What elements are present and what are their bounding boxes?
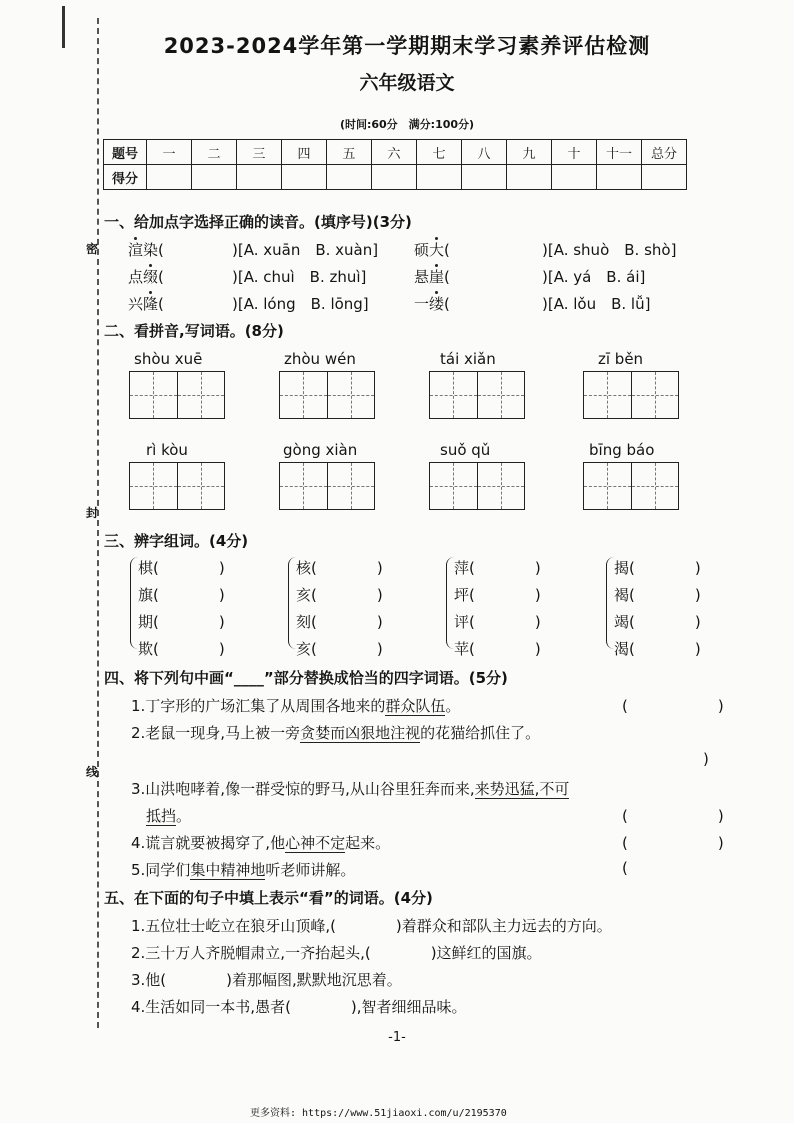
pronunciation-options: )[A. lóng B. lōng]: [232, 295, 369, 313]
sentence-item: 1.丁字形的广场汇集了从周围各地来的群众队伍。: [131, 697, 461, 715]
score-entry-cell[interactable]: [147, 165, 192, 190]
word-pair-item: 期( ): [138, 613, 225, 631]
section-1-title: 一、给加点字选择正确的读音。(填序号)(3分): [104, 213, 412, 231]
fill-sentence[interactable]: 3.他( )着那幅图,默默地沉思着。: [131, 971, 402, 989]
score-table-score-row: [104, 165, 687, 190]
dotted-char: 缕: [429, 295, 445, 313]
answer-paren[interactable]: ( ): [622, 834, 724, 852]
underlined-phrase: 群众队伍: [385, 697, 446, 715]
section-2-title: 二、看拼音,写词语。(8分): [104, 322, 284, 340]
pronunciation-item: 渲染(: [128, 241, 164, 259]
side-char-feng: 封: [86, 506, 99, 520]
score-cell: 八: [462, 140, 507, 165]
underlined-phrase: 来势迅猛,不可: [474, 780, 570, 798]
writing-grid[interactable]: [429, 371, 525, 419]
score-entry-cell[interactable]: [552, 165, 597, 190]
pronunciation-options: )[A. xuān B. xuàn]: [232, 241, 379, 259]
pinyin-label: rì kòu: [146, 441, 188, 459]
side-char-xian: 线: [86, 765, 99, 779]
word-pair-item: 坪( ): [454, 586, 541, 604]
pinyin-label: bīng báo: [589, 441, 655, 459]
pinyin-label: gòng xiàn: [283, 441, 358, 459]
section-5-title: 五、在下面的句子中填上表示“看”的词语。(4分): [104, 889, 433, 907]
score-entry-cell[interactable]: [372, 165, 417, 190]
writing-grid[interactable]: [129, 462, 225, 510]
pinyin-label: suǒ qǔ: [440, 441, 491, 459]
sentence-item: 5.同学们集中精神地听老师讲解。: [131, 861, 356, 879]
score-entry-cell[interactable]: [417, 165, 462, 190]
underlined-phrase: 集中精神地: [190, 861, 266, 879]
page-title: 2023-2024学年第一学期期末学习素养评估检测: [163, 34, 651, 58]
writing-grid[interactable]: [129, 371, 225, 419]
word-pair-item: 欺( ): [138, 640, 225, 658]
fill-sentence[interactable]: 4.生活如同一本书,愚者( ),智者细细品味。: [131, 998, 467, 1016]
pronunciation-options: )[A. lǒu B. lǚ]: [542, 295, 651, 313]
score-entry-cell[interactable]: [237, 165, 282, 190]
exam-meta: (时间:60分 满分:100分): [339, 118, 475, 131]
pinyin-label: shòu xuē: [134, 350, 203, 368]
watermark-link[interactable]: 更多资料: https://www.51jiaoxi.com/u/2195370: [250, 1108, 507, 1119]
section-3-title: 三、辨字组词。(4分): [104, 532, 249, 550]
word-pair-item: 褐( ): [614, 586, 701, 604]
writing-grid[interactable]: [583, 462, 679, 510]
word-pair-item: 刻( ): [296, 613, 383, 631]
score-cell: 七: [417, 140, 462, 165]
score-entry-cell[interactable]: [642, 165, 687, 190]
score-cell: 四: [282, 140, 327, 165]
writing-grid[interactable]: [583, 371, 679, 419]
section-4-title: 四、将下列句中画“____”部分替换成恰当的四字词语。(5分): [104, 669, 508, 687]
dotted-char: 渲: [128, 241, 144, 259]
score-entry-cell[interactable]: [597, 165, 642, 190]
score-entry-cell[interactable]: [327, 165, 372, 190]
pronunciation-options: )[A. chuì B. zhuì]: [232, 268, 367, 286]
score-cell: 总分: [642, 140, 687, 165]
score-cell: 五: [327, 140, 372, 165]
word-pair-item: 棋( ): [138, 559, 225, 577]
score-cell: 一: [147, 140, 192, 165]
word-pair-item: 核( ): [296, 559, 383, 577]
dotted-char: 崖: [429, 268, 445, 286]
score-table-header-row: [104, 140, 687, 165]
sentence-item: 4.谎言就要被揭穿了,他心神不定起来。: [131, 834, 391, 852]
sentence-item-continued: 抵挡。: [146, 807, 192, 825]
fill-sentence[interactable]: 2.三十万人齐脱帽肃立,一齐抬起头,( )这鲜红的国旗。: [131, 944, 542, 962]
pinyin-label: zhòu wén: [284, 350, 356, 368]
word-pair-item: 竭( ): [614, 613, 701, 631]
score-label-cell: 得分: [104, 165, 147, 190]
sentence-item: 3.山洪咆哮着,像一群受惊的野马,从山谷里狂奔而来,来势迅猛,不可: [131, 780, 570, 798]
pronunciation-item: 硕大(: [414, 241, 450, 259]
score-entry-cell[interactable]: [282, 165, 327, 190]
score-entry-cell[interactable]: [507, 165, 552, 190]
word-pair-item: 亥( ): [296, 640, 383, 658]
pronunciation-options: )[A. shuò B. shò]: [542, 241, 677, 259]
pinyin-label: zī běn: [598, 350, 644, 368]
page-number: -1-: [388, 1030, 406, 1045]
word-pair-item: 旗( ): [138, 586, 225, 604]
writing-grid[interactable]: [279, 371, 375, 419]
page-subtitle: 六年级语文: [359, 72, 455, 94]
word-pair-item: 亥( ): [296, 586, 383, 604]
pronunciation-item: 悬崖(: [414, 268, 450, 286]
dotted-char: 大: [429, 241, 445, 259]
underlined-phrase: 心神不定: [285, 834, 346, 852]
word-pair-item: 苹( ): [454, 640, 541, 658]
binding-mark: [62, 6, 65, 48]
binding-line: [97, 18, 99, 1028]
word-pair-item: 评( ): [454, 613, 541, 631]
pronunciation-item: 一缕(: [414, 295, 450, 313]
score-entry-cell[interactable]: [192, 165, 237, 190]
answer-paren[interactable]: ( ): [622, 697, 724, 715]
score-table: [103, 139, 687, 190]
score-cell: 三: [237, 140, 282, 165]
underlined-phrase: 抵挡: [146, 807, 177, 825]
score-cell: 九: [507, 140, 552, 165]
underlined-phrase: 贪婪而凶狠地注视: [300, 724, 421, 742]
score-cell: 题号: [104, 140, 147, 165]
score-cell: 十一: [597, 140, 642, 165]
pronunciation-item: 点缀(: [128, 268, 164, 286]
dotted-char: 缀: [143, 268, 159, 286]
answer-paren-open[interactable]: (: [622, 859, 628, 877]
side-char-mi: 密: [86, 242, 99, 256]
word-pair-item: 萍( ): [454, 559, 541, 577]
score-cell: 二: [192, 140, 237, 165]
answer-paren[interactable]: ( ): [622, 807, 724, 825]
sentence-item: 2.老鼠一现身,马上被一旁贪婪而凶狠地注视的花猫给抓住了。: [131, 724, 541, 742]
word-pair-item: 渴( ): [614, 640, 701, 658]
pronunciation-options: )[A. yá B. ái]: [542, 268, 646, 286]
word-pair-item: 揭( ): [614, 559, 701, 577]
score-cell: 十: [552, 140, 597, 165]
writing-grid[interactable]: [429, 462, 525, 510]
pronunciation-item: 兴隆(: [128, 295, 164, 313]
dotted-char: 隆: [143, 295, 159, 313]
writing-grid[interactable]: [279, 462, 375, 510]
score-entry-cell[interactable]: [462, 165, 507, 190]
pinyin-label: tái xiǎn: [440, 350, 496, 368]
score-cell: 六: [372, 140, 417, 165]
answer-paren-close[interactable]: ): [703, 750, 709, 768]
fill-sentence[interactable]: 1.五位壮士屹立在狼牙山顶峰,( )着群众和部队主力远去的方向。: [131, 917, 612, 935]
